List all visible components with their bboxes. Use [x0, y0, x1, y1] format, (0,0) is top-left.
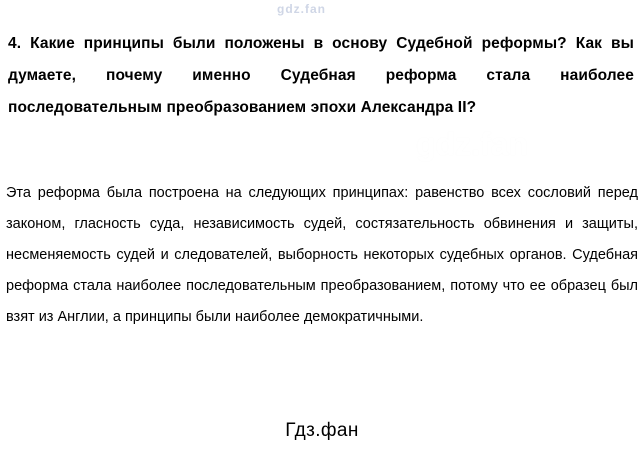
question-line-1: Какие принципы были положены в основу Судебной — [30, 35, 473, 52]
question-line-2: реформы? Как вы думаете, почему именно Судебная — [8, 35, 634, 84]
answer-line-3: судей, состязательность обвинения и защиты, несменяемость судей — [6, 216, 638, 263]
watermark-top: gdz.fan — [277, 2, 326, 16]
question-line-4: преобразованием эпохи Александра II? — [166, 99, 477, 116]
answer-line-1: Эта реформа была построена на следующих принципах: равенство — [6, 185, 485, 201]
answer-line-7: принципы были наиболее демократичными. — [124, 309, 424, 325]
answer-line-2: всех сословий перед законом, гласность суда, независимость — [6, 185, 638, 232]
answer-line-5: Судебная реформа стала наиболее последовательным — [6, 247, 639, 294]
watermark-small: gdz.fan — [291, 375, 326, 386]
answer-line-6: преобразованием, потому что ее образец был взят из Англии, а — [6, 278, 639, 325]
question-block — [8, 28, 634, 124]
question-number: 4. — [8, 35, 22, 52]
question-line-3: реформа стала наиболее последовательным — [8, 67, 634, 116]
watermark-big-1: gdz.fan — [416, 126, 528, 162]
answer-line-4: и следователей, выборность некоторых судебных органов. — [160, 247, 567, 263]
watermark-mid-1: gdz.fan — [122, 156, 178, 173]
answer-block — [6, 178, 638, 333]
watermark-big-2: gdz.fan — [449, 379, 526, 404]
page-footer: Гдз.фан — [285, 420, 359, 441]
watermark-mid-2: gdz.fan — [139, 341, 192, 358]
